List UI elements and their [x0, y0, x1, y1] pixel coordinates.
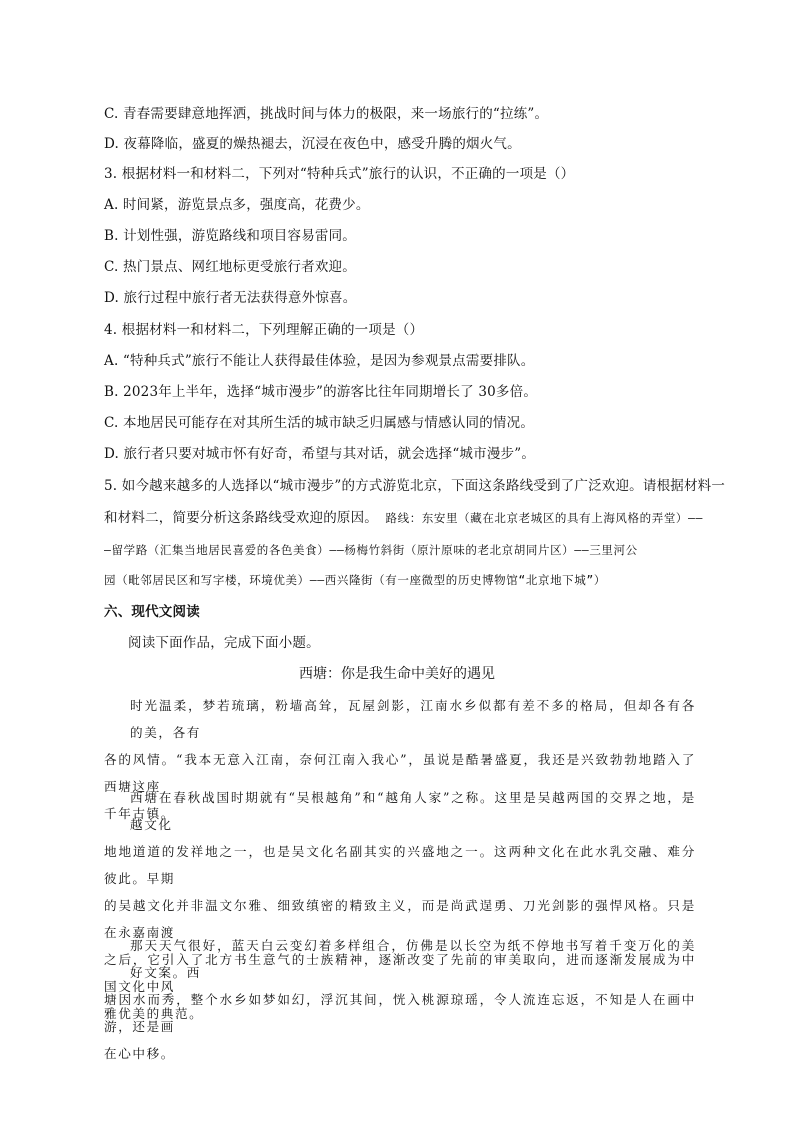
paragraph-3-line-3: 在心中移。 [104, 1046, 175, 1061]
option-d-q2: D. 夜幕降临，盛夏的燥热褪去，沉浸在夜色中，感受升腾的烟火气。 [104, 136, 521, 152]
route-line-2: —留学路（汇集当地居民喜爱的各色美食）——杨梅竹斜街（原汁原味的老北京胡同片区）——三里河公 [104, 543, 638, 557]
paragraph-2-line-1: 西塘在春秋战国时期就有“吴根越角”和“越角人家”之称。这里是吴越两国的交界之地，是越文化 [130, 790, 696, 832]
question-5-line-1: 5. 如今越来越多的人选择以“城市漫步”的方式游览北京，下面这条路线受到了广泛欢迎。请根据材料一 [104, 478, 726, 494]
paragraph-1-line-2: 各的风情。“我本无意入江南，奈何江南入我心”，虽说是酷暑盛夏，我还是兴致勃勃地踏入了西塘这座 [104, 752, 696, 794]
paragraph-1-line-1: 时光温柔，梦若琉璃，粉墙高耸，瓦屋剑影，江南水乡似都有差不多的格局，但却各有各的美，各有 [130, 698, 696, 740]
question-4-option-c: C. 本地居民可能存在对其所生活的城市缺乏归属感与情感认同的情况。 [104, 415, 535, 431]
reading-instruction: 阅读下面作品，完成下面小题。 [128, 635, 320, 651]
article-title: 西塘：你是我生命中美好的遇见 [299, 666, 495, 682]
question-4: 4. 根据材料一和材料二，下列理解正确的一项是（） [104, 322, 424, 338]
question-3-option-c: C. 热门景点、网红地标更受旅行者欢迎。 [104, 259, 356, 275]
question-4-option-d: D. 旅行者只要对城市怀有好奇，希望与其对话，就会选择“城市漫步”。 [104, 446, 536, 462]
paragraph-3-line-2: 塘因水而秀，整个水乡如梦如幻，浮沉其间，恍入桃源琼瑶，令人流连忘返，不知是人在画中游，还是画 [104, 992, 696, 1034]
paragraph-2-line-2: 地地道道的发祥地之一，也是吴文化名副其实的兴盛地之一。这两种文化在此水乳交融、难分彼此。早期 [104, 844, 696, 886]
question-5-line-2 [104, 508, 703, 528]
question-5-prompt: 和材料二，简要分析这条路线受欢迎的原因。 [104, 510, 378, 526]
paragraph-3-line-1: 那天天气很好，蓝天白云变幻着多样组合，仿佛是以长空为纸不停地书写着千变万化的美好文案。西 [130, 938, 696, 980]
question-3-option-d: D. 旅行过程中旅行者无法获得意外惊喜。 [104, 290, 357, 306]
paragraph-2-line-4: 之后，它引入了北方书生意气的士族精神，逐渐改变了先前的审美取向，进而逐渐发展成为中国文化中风 [104, 952, 696, 994]
paragraph-2-line-5: 雅优美的典范。 [104, 1006, 204, 1021]
question-3: 3. 根据材料一和材料二，下列对“特种兵式”旅行的认识，不正确的一项是（） [104, 166, 575, 182]
paragraph-2-line-3: 的吴越文化并非温文尔雅、细致缜密的精致主义，而是尚武逞勇、刀光剑影的强悍风格。只是在永嘉南渡 [104, 898, 696, 940]
route-line-3: 园（毗邻居民区和写字楼，环境优美）——西兴隆街（有一座微型的历史博物馆“北京地下城”） [104, 573, 606, 587]
question-3-option-a: A. 时间紧，游览景点多，强度高，花费少。 [104, 197, 370, 213]
option-c-q2: C. 青春需要肆意地挥洒，挑战时间与体力的极限，来一场旅行的“拉练”。 [104, 106, 549, 122]
question-3-option-b: B. 计划性强，游览路线和项目容易雷同。 [104, 228, 357, 244]
route-start: 路线：东安里（藏在北京老城区的具有上海风格的弄堂）—— [378, 511, 704, 525]
question-4-option-a: A. “特种兵式”旅行不能让人获得最佳体验，是因为参观景点需要排队。 [104, 353, 535, 369]
paragraph-1-line-3: 千年古镇。 [104, 806, 175, 821]
article-paragraph-3 [104, 932, 696, 1067]
question-4-option-b: B. 2023年上半年，选择“城市漫步”的游客比往年同期增长了 30多倍。 [104, 384, 538, 400]
section-heading-6: 六、现代文阅读 [104, 604, 200, 620]
